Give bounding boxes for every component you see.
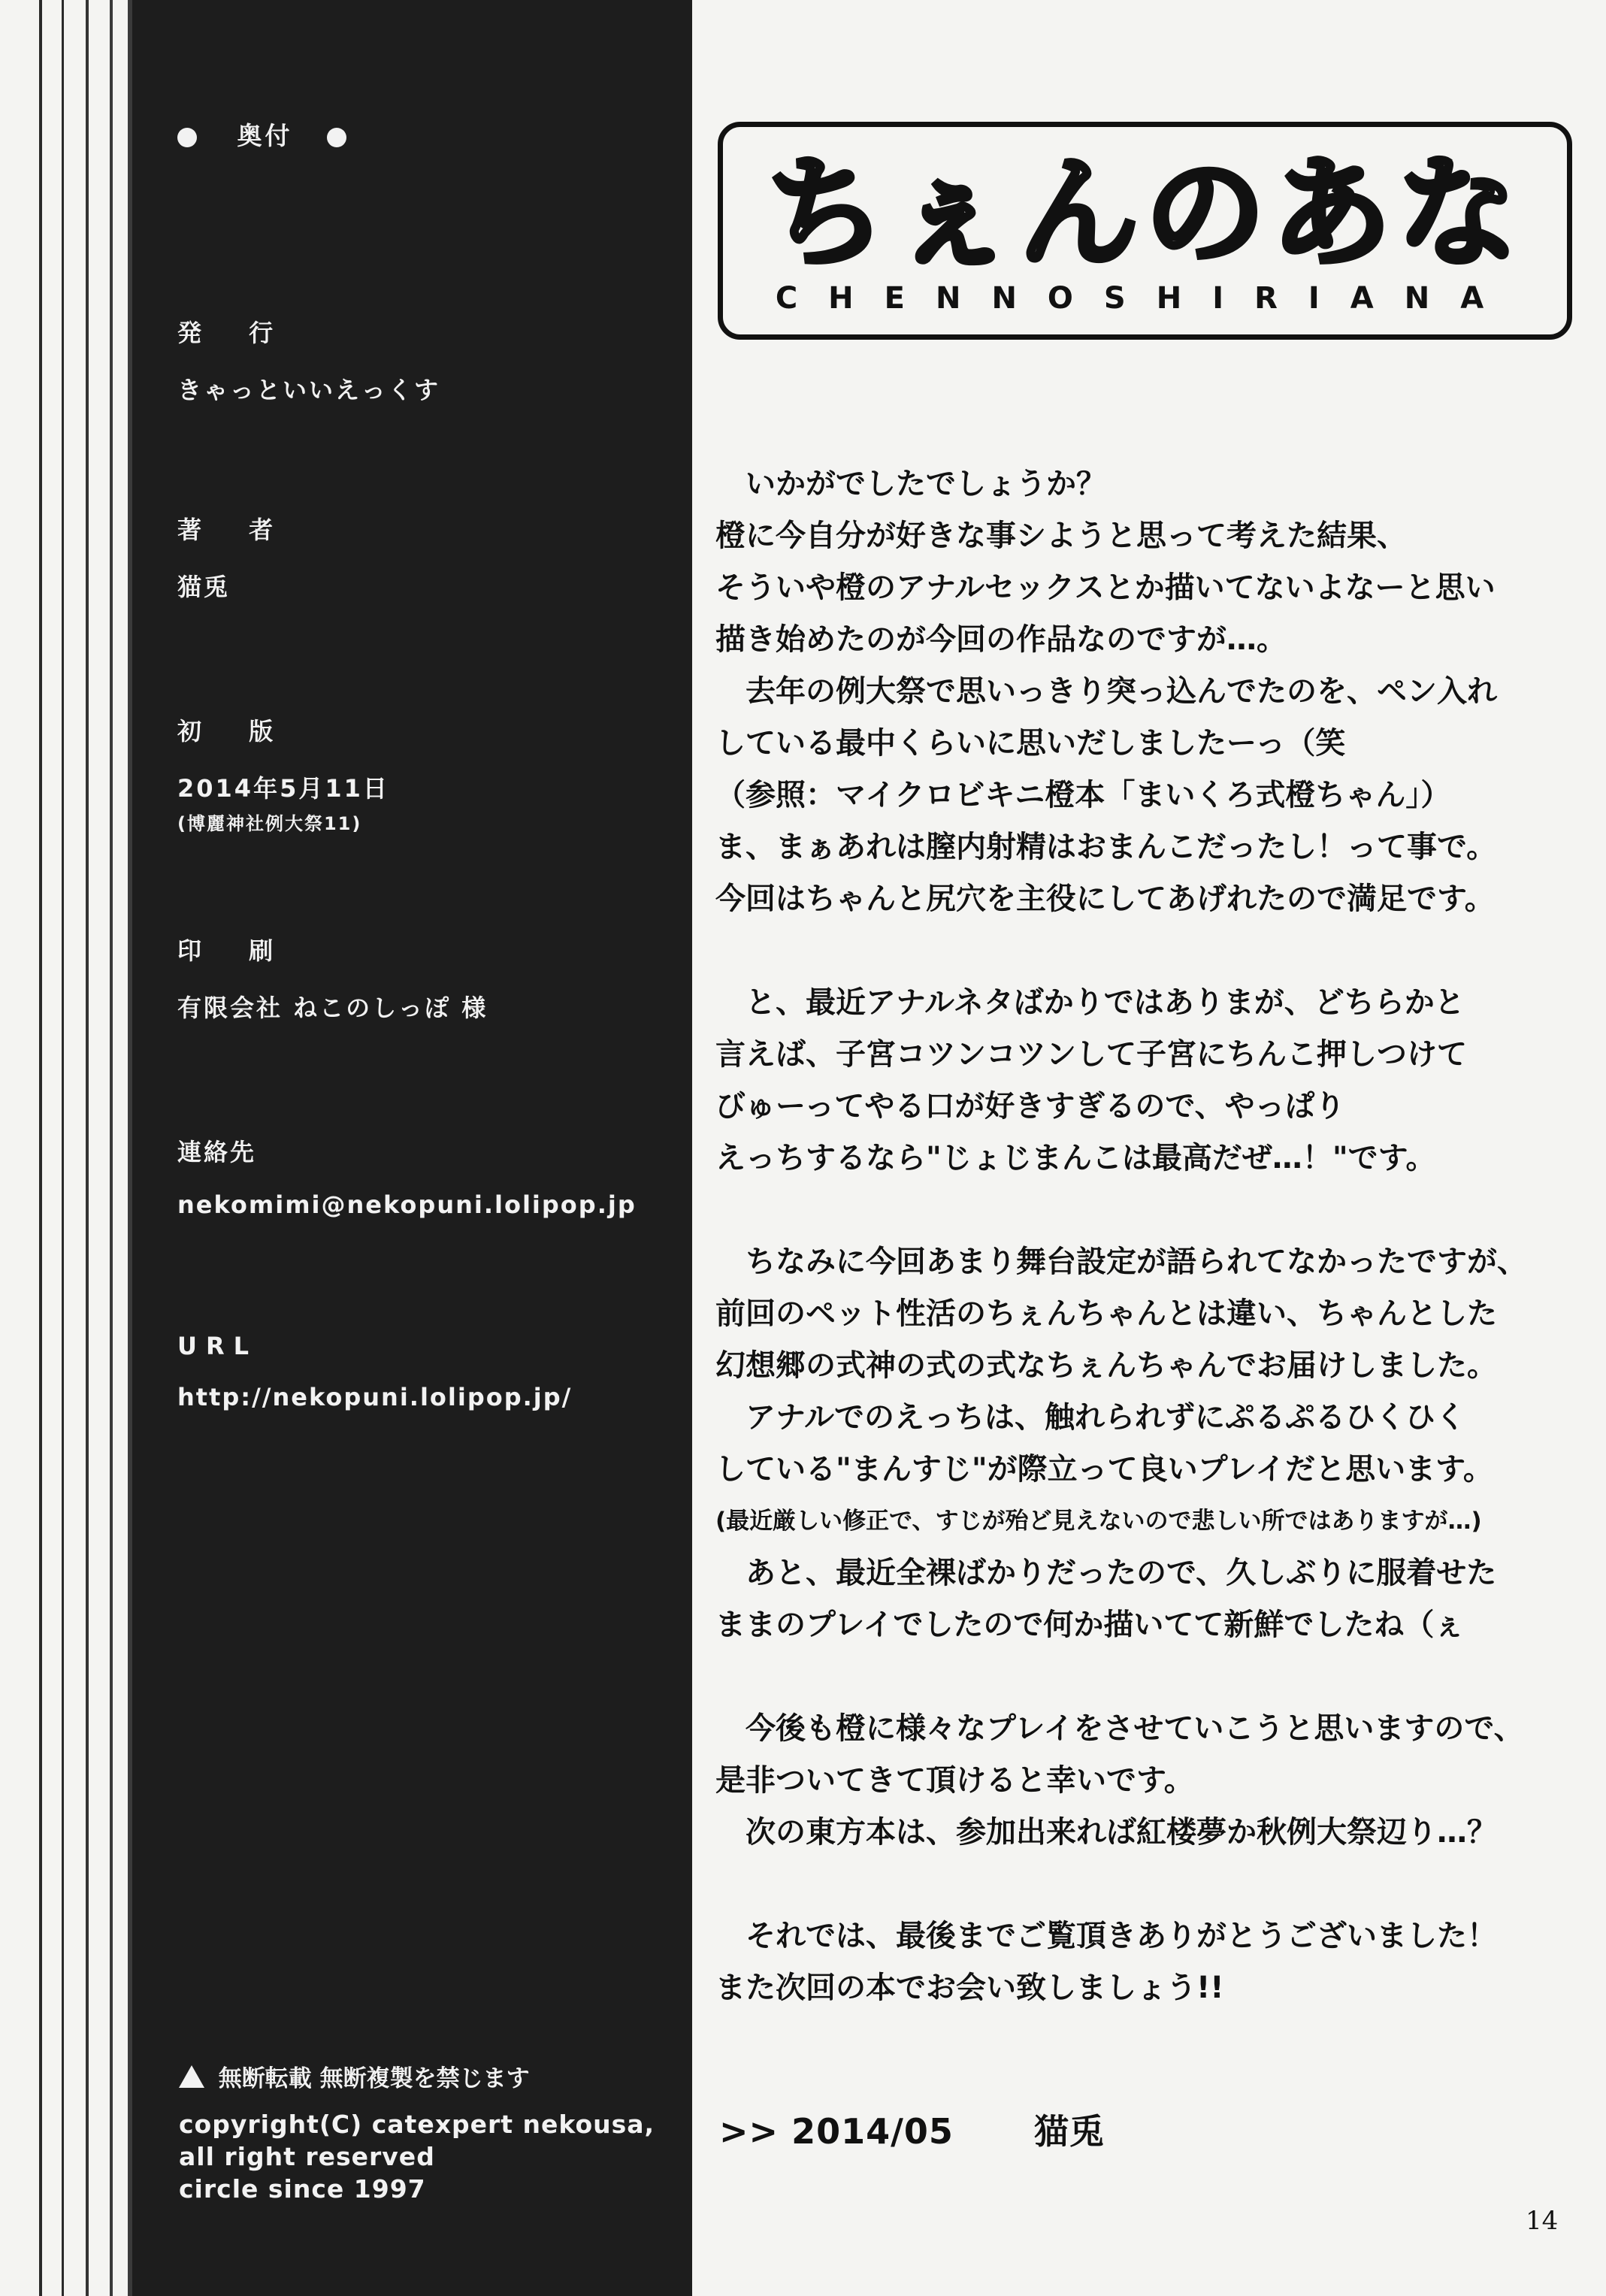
afterword-line: そういや橙のアナルセックスとか描いてないよなーと思い [715,570,1496,605]
first-edition-block [177,712,389,835]
afterword-line: あと、最近全裸ばかりだったので、久しぶりに服着せた [715,1556,1497,1590]
first-edition-label: 初 版 [177,717,293,746]
copyright-line: copyright(C) catexpert nekousa, [179,2110,655,2139]
afterword-line: 是非ついてきて頂けると幸いです。 [715,1763,1194,1798]
signature-author: 猫兎 [1033,2111,1105,2152]
first-edition-date: 2014年5月11日 [177,774,389,803]
afterword-line: (最近厳しい修正で、すじが殆ど見えないので悲しい所ではありますが…) [715,1508,1482,1535]
publisher-block [177,314,440,406]
afterword-line: 次の東方本は、参加出来れば紅楼夢か秋例大祭辺り…？ [715,1815,1497,1850]
afterword-text [715,458,1580,2014]
printer-label: 印 刷 [177,936,293,965]
page-edge-lines [26,0,128,2296]
afterword-line: いかがでしたでしょうか？ [715,467,1106,501]
page-number: 14 [1526,2206,1559,2236]
title-romaji: CHENNOSHIRIANA [775,281,1515,316]
afterword-line: えっちするなら"じょじまんこは最高だぜ…！"です。 [715,1141,1436,1175]
afterword-line: ま、まぁあれは膣内射精はおまんこだったし！って事で。 [715,830,1497,864]
author-label: 著 者 [177,516,293,544]
afterword-line: アナルでのえっちは、触れられずにぷるぷるひくひく [715,1400,1465,1435]
publisher-name: きゃっといいえっくす [177,376,441,404]
afterword-line: 幻想郷の式神の式の式なちぇんちゃんでお届けしました。 [715,1348,1497,1383]
contact-email[interactable]: nekomimi@nekopuni.lolipop.jp [177,1190,637,1219]
afterword-line: している最中くらいに思いだしましたーっ（笑 [715,726,1346,761]
url-block [177,1332,572,1411]
afterword-line: 前回のペット性活のちぇんちゃんとは違い、ちゃんとした [715,1296,1497,1331]
afterword-line: （参照：マイクロビキニ橙本「まいくろ式橙ちゃん」） [715,778,1451,812]
copyright-notice [179,2108,655,2205]
afterword-line: 今回はちゃんと尻穴を主役にしてあげれたので満足です。 [715,882,1495,916]
afterword-line: ままのプレイでしたので何か描いてて新鮮でしたね（ぇ [715,1608,1465,1642]
afterword-line: 言えば、子宮コツンコツンして子宮にちんこ押しつけて [715,1037,1467,1072]
afterword-line: びゅーってやる口が好きすぎるので、やっぱり [715,1089,1345,1124]
website-url-link[interactable]: http://nekopuni.lolipop.jp/ [177,1383,573,1411]
copyright-warning: 無断転載 無断複製を禁じます [179,2059,530,2093]
first-edition-event: (博麗神社例大祭11) [177,813,362,834]
printer-block [177,932,488,1024]
afterword-line [715,925,1580,977]
afterword-line: している"まんすじ"が際立って良いプレイだと思います。 [715,1452,1493,1487]
copyright-line: circle since 1997 [179,2174,426,2204]
afterword-line [715,1859,1580,1910]
title-logo-box [718,122,1572,340]
afterword-line: 橙に今自分が好きな事シようと思って考えた結果、 [715,519,1407,553]
author-name: 猫兎 [177,573,231,601]
afterword-line [715,1651,1580,1703]
signature [719,2104,1105,2154]
colophon-heading: 奥付 [177,116,346,152]
url-label: URL [177,1332,259,1360]
publisher-label: 発 行 [177,319,293,347]
bullet-icon [327,128,346,147]
afterword-line [715,1184,1580,1236]
bullet-icon [177,128,197,147]
afterword-line: ちなみに今回あまり舞台設定が語られてなかったですが、 [715,1245,1527,1279]
author-block [177,511,292,603]
signature-date: >> 2014/05 [719,2111,954,2152]
title-logo: ちぇんのあな [766,143,1524,283]
contact-label: 連絡先 [177,1138,257,1166]
afterword-line: それでは、最後までご覧頂きありがとうございました！ [715,1919,1497,1953]
afterword-line: 今後も橙に様々なプレイをさせていこうと思いますので、 [715,1711,1524,1746]
afterword-line: また次回の本でお会い致しましょう!! [715,1971,1224,2005]
afterword-line: 去年の例大祭で思いっきり突っ込んでたのを、ペン入れ [715,674,1497,709]
afterword-line: 描き始めたのが今回の作品なのですが…。 [715,622,1287,657]
afterword-line: と、最近アナルネタばかりではありまが、どちらかと [715,985,1465,1020]
contact-block [177,1133,637,1219]
warning-icon [179,2065,204,2088]
printer-name: 有限会社 ねこのしっぽ 様 [177,994,488,1022]
colophon-column [128,0,692,2296]
copyright-line: all right reserved [179,2142,435,2171]
